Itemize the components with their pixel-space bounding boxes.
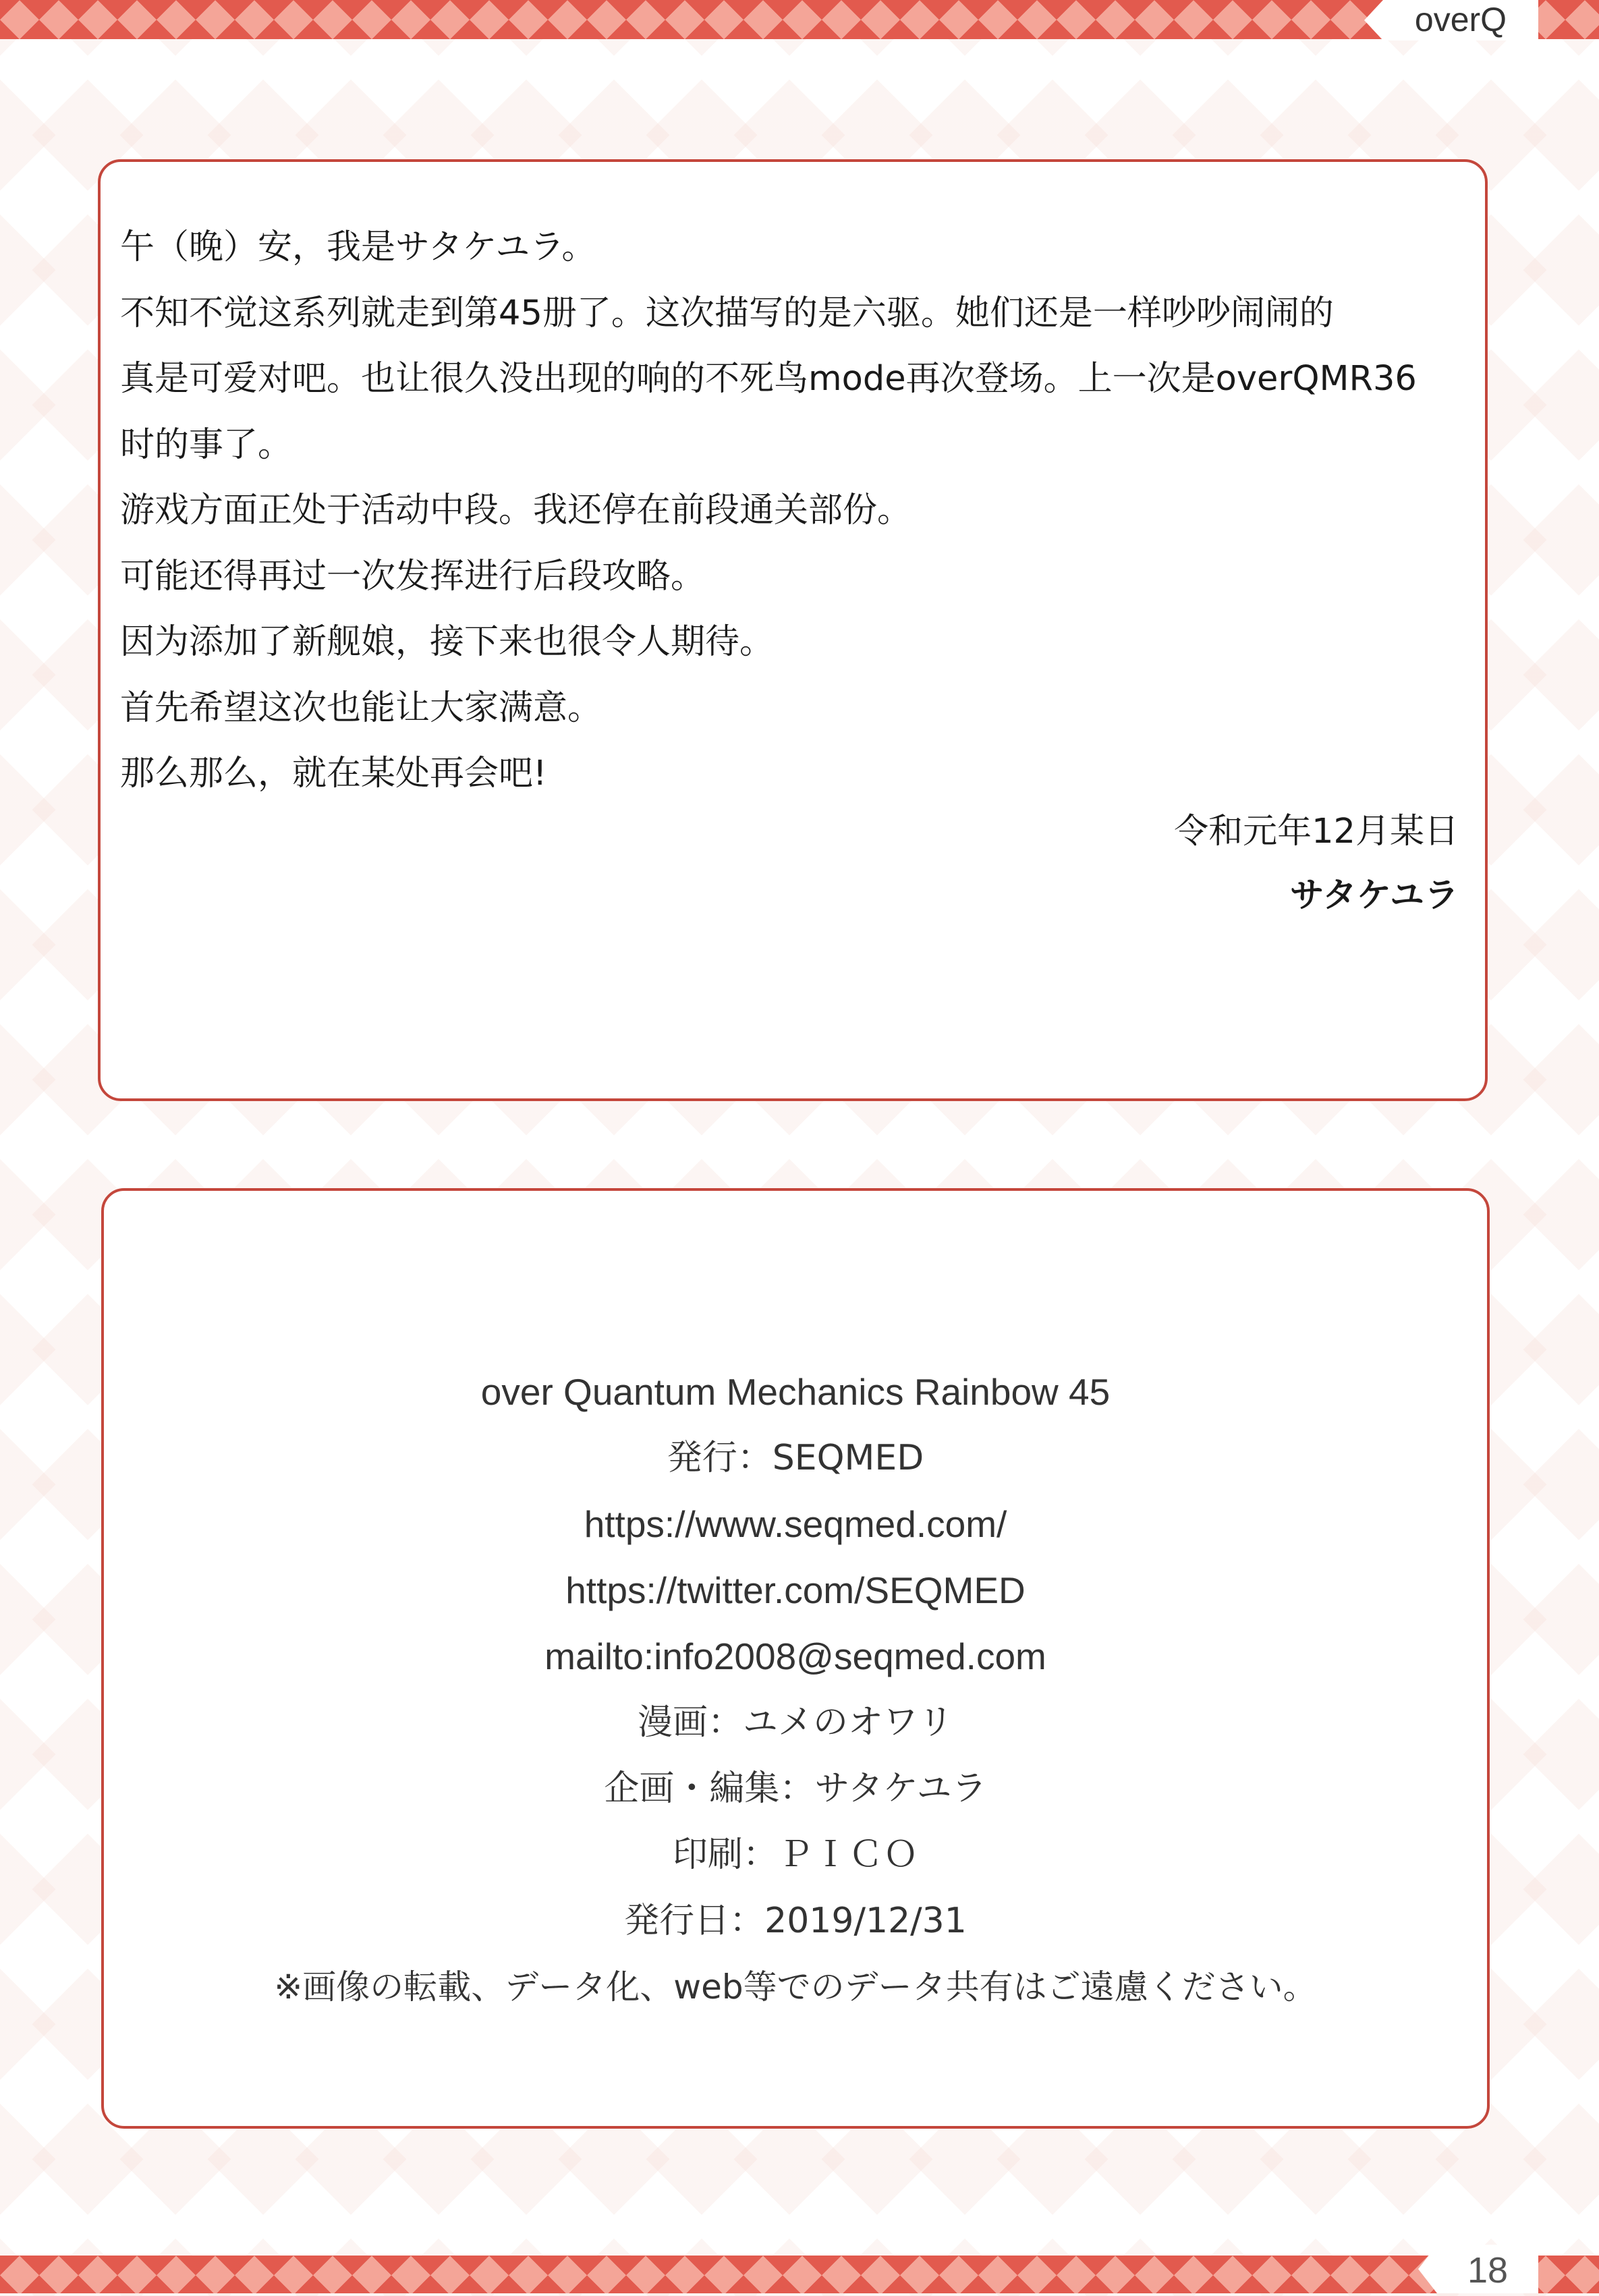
bottom-decorative-band [0,2256,1599,2293]
colophon-issue-date: 発行日：2019/12/31 [624,1901,967,1941]
colophon-website-link: https://www.seqmed.com/ [584,1503,1007,1545]
afterword-text [120,215,1469,807]
afterword-line: 游戏方面正处于活动中段。我还停在前段通关部份。 [120,491,912,530]
colophon-manga-credit: 漫画：ユメのオワリ [637,1702,953,1743]
colophon-notice: ※画像の転載、データ化、web等でのデータ共有はご遠慮ください。 [274,1967,1317,2007]
colophon-printing-credit: 印刷：ＰＩＣＯ [672,1835,918,1875]
colophon-publisher: 発行：SEQMED [667,1438,924,1478]
page-number: 18 [1467,2250,1509,2291]
afterword-line: 时的事了。 [120,424,293,465]
afterword-line: 午（晚）安，我是サタケユラ。 [120,227,596,267]
afterword-line: 首先希望这次也能让大家满意。 [120,688,602,728]
signature-date: 令和元年12月某日 [1174,812,1459,851]
colophon-text [101,1359,1490,2020]
colophon-title: over Quantum Mechanics Rainbow 45 [480,1371,1111,1413]
afterword-line: 真是可爱对吧。也让很久没出现的响的不死鸟mode再次登场。上一次是overQMR36 [120,359,1417,399]
colophon-planning-credit: 企画・編集：サタケユラ [604,1768,987,1809]
page-number-tab [1437,2245,1538,2293]
signature-author: サタケユラ [1289,876,1459,916]
afterword-line: 因为添加了新舰娘，接下来也很令人期待。 [120,622,775,662]
top-decorative-band [0,0,1599,39]
afterword-line: 那么那么，就在某处再会吧! [120,754,547,793]
afterword-line: 可能还得再过一次发挥进行后段攻略。 [120,556,706,596]
brand-label: overQ [1414,1,1507,38]
colophon-twitter-link: https://twitter.com/SEQMED [565,1569,1026,1611]
afterword-line: 不知不觉这系列就走到第45册了。这次描写的是六驱。她们还是一样吵吵闹闹的 [120,293,1334,333]
brand-tab [1383,0,1538,40]
colophon-mail-link: mailto:info2008@seqmed.com [544,1635,1046,1677]
